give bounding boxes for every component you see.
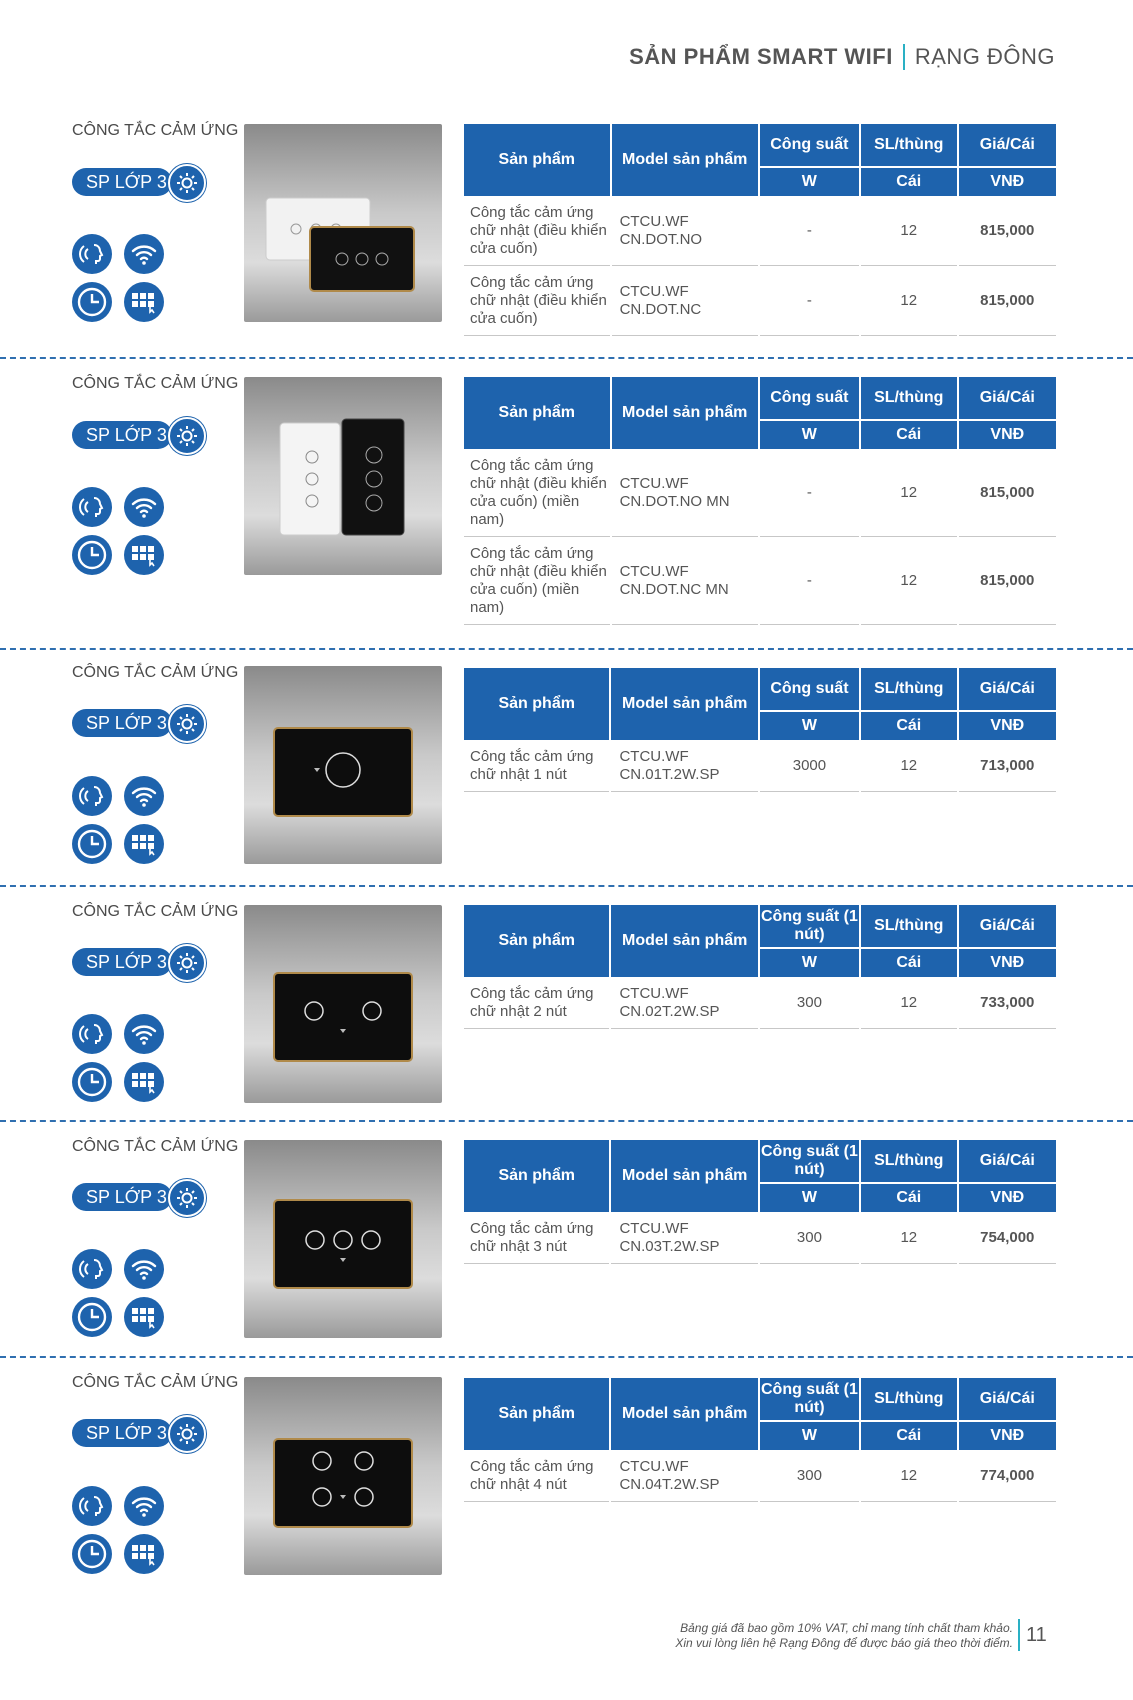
wifi-icon [124, 776, 164, 816]
unit-price: VNĐ [959, 1182, 1056, 1212]
unit-price: VNĐ [959, 166, 1056, 196]
footer-line-2: Xin vui lòng liên hệ Rạng Đông để được báo giá theo thời điểm. [675, 1636, 1013, 1650]
clock-icon [72, 1297, 112, 1337]
col-product: Sản phẩm [464, 668, 609, 740]
unit-power: W [760, 419, 859, 449]
category-label: CÔNG TẮC CẢM ỨNG [72, 122, 239, 139]
app-control-icon [124, 1062, 164, 1102]
class3-badge [72, 705, 206, 741]
cell-qty: 12 [861, 1212, 957, 1264]
price-table [462, 905, 1058, 1029]
app-control-icon [124, 824, 164, 864]
unit-price: VNĐ [959, 1420, 1056, 1450]
clock-icon [72, 282, 112, 322]
category-label: CÔNG TẮC CẢM ỨNG [72, 375, 239, 392]
cell-qty: 12 [861, 1450, 957, 1502]
unit-power: W [760, 710, 859, 740]
header-title-light: RẠNG ĐÔNG [914, 44, 1055, 69]
col-price: Giá/Cái [959, 905, 1056, 947]
cell-price: 815,000 [959, 196, 1056, 266]
feature-icons [72, 1014, 172, 1110]
feature-icons [72, 234, 172, 330]
table-row [464, 196, 1056, 266]
price-table [462, 668, 1058, 792]
cell-product: Công tắc cảm ứng chữ nhật 1 nút [464, 740, 609, 792]
cell-product: Công tắc cảm ứng chữ nhật (điều khiển cửa cuốn) [464, 266, 610, 336]
clock-icon [72, 535, 112, 575]
section-divider [0, 357, 1133, 359]
cell-qty: 12 [861, 977, 957, 1029]
wifi-icon [124, 1486, 164, 1526]
voice-control-icon [72, 234, 112, 274]
col-qty: SL/thùng [861, 905, 957, 947]
feature-icons [72, 776, 172, 872]
col-qty: SL/thùng [861, 124, 957, 166]
badge-label: SP LỚP 3 [72, 709, 172, 737]
product-photo [244, 1377, 442, 1575]
category-label: CÔNG TẮC CẢM ỨNG [72, 664, 239, 681]
voice-control-icon [72, 776, 112, 816]
cell-model: CTCU.WF CN.DOT.NO [612, 196, 758, 266]
app-control-icon [124, 1297, 164, 1337]
col-model: Model sản phẩm [611, 668, 757, 740]
product-photo [244, 666, 442, 864]
cell-power: - [760, 196, 859, 266]
section-divider [0, 885, 1133, 887]
col-power: Công suất (1 nút) [760, 1378, 859, 1420]
col-product: Sản phẩm [464, 124, 610, 196]
cell-qty: 12 [861, 449, 957, 537]
product-photo [244, 124, 442, 322]
col-price: Giá/Cái [959, 377, 1056, 419]
badge-label: SP LỚP 3 [72, 1183, 172, 1211]
cell-price: 733,000 [959, 977, 1056, 1029]
footer-note [675, 1621, 1013, 1651]
feature-icons [72, 487, 172, 583]
cell-model: CTCU.WF CN.02T.2W.SP [611, 977, 757, 1029]
badge-label: SP LỚP 3 [72, 1419, 172, 1447]
category-label: CÔNG TẮC CẢM ỨNG [72, 1374, 239, 1391]
cell-power: 300 [760, 1450, 859, 1502]
badge-label: SP LỚP 3 [72, 168, 172, 196]
unit-qty: Cái [861, 710, 957, 740]
unit-power: W [760, 1420, 859, 1450]
wifi-icon [124, 1014, 164, 1054]
cell-price: 815,000 [959, 449, 1056, 537]
app-control-icon [124, 282, 164, 322]
cell-price: 713,000 [959, 740, 1056, 792]
clock-icon [72, 824, 112, 864]
voice-control-icon [72, 487, 112, 527]
badge-label: SP LỚP 3 [72, 948, 172, 976]
col-price: Giá/Cái [959, 1140, 1056, 1182]
unit-qty: Cái [861, 1182, 957, 1212]
col-product: Sản phẩm [464, 377, 610, 449]
cell-model: CTCU.WF CN.DOT.NC [612, 266, 758, 336]
feature-icons [72, 1486, 172, 1582]
col-product: Sản phẩm [464, 905, 609, 977]
wifi-icon [124, 487, 164, 527]
col-power: Công suất (1 nút) [760, 1140, 859, 1182]
table-row [464, 537, 1056, 625]
product-photo [244, 905, 442, 1103]
price-table [462, 377, 1058, 625]
col-power: Công suất [760, 124, 859, 166]
app-control-icon [124, 535, 164, 575]
unit-price: VNĐ [959, 419, 1056, 449]
voice-control-icon [72, 1486, 112, 1526]
col-qty: SL/thùng [861, 668, 957, 710]
cell-model: CTCU.WF CN.DOT.NO MN [612, 449, 758, 537]
wifi-icon [124, 1249, 164, 1289]
unit-price: VNĐ [959, 710, 1056, 740]
header-divider [903, 44, 905, 70]
clock-icon [72, 1534, 112, 1574]
cell-product: Công tắc cảm ứng chữ nhật 4 nút [464, 1450, 609, 1502]
cell-model: CTCU.WF CN.DOT.NC MN [612, 537, 758, 625]
cell-power: - [760, 537, 859, 625]
col-price: Giá/Cái [959, 668, 1056, 710]
cell-power: - [760, 266, 859, 336]
category-label: CÔNG TẮC CẢM ỨNG [72, 903, 239, 920]
sun-icon [168, 417, 206, 455]
table-row [464, 977, 1056, 1029]
cell-qty: 12 [861, 266, 957, 336]
cell-power: 3000 [760, 740, 859, 792]
sun-icon [168, 1415, 206, 1453]
category-label: CÔNG TẮC CẢM ỨNG [72, 1138, 239, 1155]
class3-badge [72, 1179, 206, 1215]
product-photo [244, 1140, 442, 1338]
section-divider [0, 648, 1133, 650]
section-divider [0, 1356, 1133, 1358]
sun-icon [168, 1179, 206, 1217]
page-header [629, 44, 1055, 70]
unit-power: W [760, 947, 859, 977]
col-model: Model sản phẩm [612, 124, 758, 196]
unit-power: W [760, 166, 859, 196]
unit-qty: Cái [861, 419, 957, 449]
cell-model: CTCU.WF CN.04T.2W.SP [611, 1450, 757, 1502]
sun-icon [168, 705, 206, 743]
voice-control-icon [72, 1014, 112, 1054]
col-model: Model sản phẩm [611, 1140, 757, 1212]
cell-power: - [760, 449, 859, 537]
table-row [464, 449, 1056, 537]
cell-product: Công tắc cảm ứng chữ nhật (điều khiển cửa cuốn) (miền nam) [464, 449, 610, 537]
cell-qty: 12 [861, 537, 957, 625]
cell-product: Công tắc cảm ứng chữ nhật (điều khiển cửa cuốn) (miền nam) [464, 537, 610, 625]
unit-price: VNĐ [959, 947, 1056, 977]
header-title-bold: SẢN PHẨM SMART WIFI [629, 44, 893, 69]
cell-qty: 12 [861, 740, 957, 792]
wifi-icon [124, 234, 164, 274]
col-price: Giá/Cái [959, 124, 1056, 166]
class3-badge [72, 1415, 206, 1451]
voice-control-icon [72, 1249, 112, 1289]
cell-product: Công tắc cảm ứng chữ nhật (điều khiển cửa cuốn) [464, 196, 610, 266]
product-photo [244, 377, 442, 575]
clock-icon [72, 1062, 112, 1102]
unit-qty: Cái [861, 1420, 957, 1450]
sun-icon [168, 944, 206, 982]
cell-model: CTCU.WF CN.01T.2W.SP [611, 740, 757, 792]
unit-power: W [760, 1182, 859, 1212]
cell-product: Công tắc cảm ứng chữ nhật 2 nút [464, 977, 609, 1029]
cell-qty: 12 [861, 196, 957, 266]
col-power: Công suất [760, 377, 859, 419]
col-qty: SL/thùng [861, 1140, 957, 1182]
price-table [462, 124, 1058, 336]
cell-product: Công tắc cảm ứng chữ nhật 3 nút [464, 1212, 609, 1264]
unit-qty: Cái [861, 166, 957, 196]
col-qty: SL/thùng [861, 377, 957, 419]
cell-power: 300 [760, 977, 859, 1029]
unit-qty: Cái [861, 947, 957, 977]
col-product: Sản phẩm [464, 1140, 609, 1212]
table-row [464, 266, 1056, 336]
col-model: Model sản phẩm [611, 905, 757, 977]
page-number: 11 [1018, 1619, 1047, 1651]
cell-power: 300 [760, 1212, 859, 1264]
table-row [464, 1450, 1056, 1502]
section-divider [0, 1120, 1133, 1122]
cell-price: 774,000 [959, 1450, 1056, 1502]
class3-badge [72, 944, 206, 980]
class3-badge [72, 417, 206, 453]
feature-icons [72, 1249, 172, 1345]
col-price: Giá/Cái [959, 1378, 1056, 1420]
table-row [464, 740, 1056, 792]
sun-icon [168, 164, 206, 202]
col-power: Công suất [760, 668, 859, 710]
price-table [462, 1378, 1058, 1502]
class3-badge [72, 164, 206, 200]
cell-price: 815,000 [959, 537, 1056, 625]
col-model: Model sản phẩm [612, 377, 758, 449]
col-qty: SL/thùng [861, 1378, 957, 1420]
cell-model: CTCU.WF CN.03T.2W.SP [611, 1212, 757, 1264]
col-model: Model sản phẩm [611, 1378, 757, 1450]
price-table [462, 1140, 1058, 1264]
col-power: Công suất (1 nút) [760, 905, 859, 947]
footer-line-1: Bảng giá đã bao gồm 10% VAT, chỉ mang tính chất tham khảo. [680, 1621, 1013, 1635]
badge-label: SP LỚP 3 [72, 421, 172, 449]
app-control-icon [124, 1534, 164, 1574]
cell-price: 754,000 [959, 1212, 1056, 1264]
table-row [464, 1212, 1056, 1264]
col-product: Sản phẩm [464, 1378, 609, 1450]
cell-price: 815,000 [959, 266, 1056, 336]
